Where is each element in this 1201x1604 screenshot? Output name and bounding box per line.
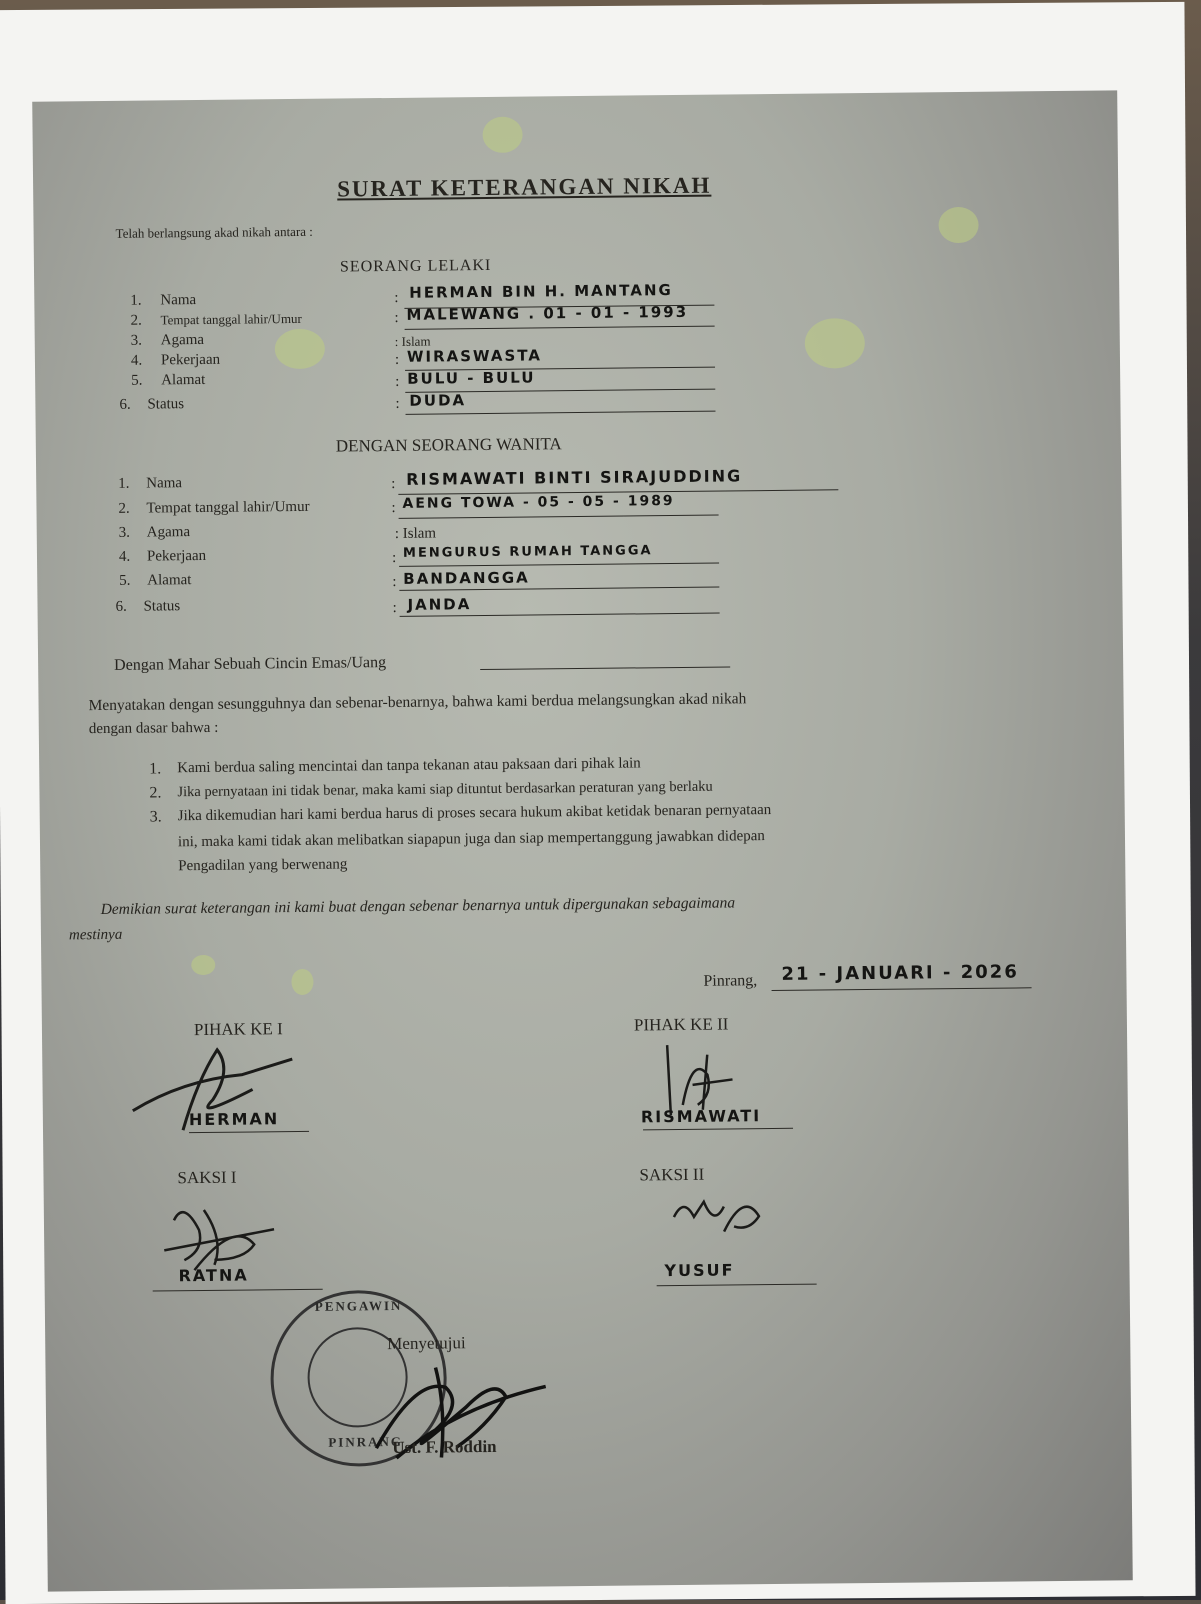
intro-text: Telah berlangsung akad nikah antara : (115, 223, 313, 241)
male-colon: : (395, 395, 400, 412)
female-label-job: Pekerjaan (146, 547, 207, 565)
female-address-value: BANDANGGA (403, 568, 530, 588)
stain-decor (805, 318, 866, 369)
field-line (399, 563, 719, 567)
male-num-3: 3. (130, 332, 143, 349)
female-colon: : (391, 499, 396, 516)
point-text-1: Kami berdua saling mencintai dan tanpa tekanan atau paksaan dari pihak lain (177, 755, 641, 777)
point-num-3: 3. (149, 808, 162, 826)
male-heading: SEORANG LELAKI (339, 256, 492, 276)
saksi-1-line (153, 1289, 323, 1292)
male-label-status: Status (147, 396, 185, 413)
male-label-religion: Agama (160, 331, 205, 349)
female-job-value: MENGURUS RUMAH TANGGA (402, 543, 653, 561)
closing-line-1: Demikian surat keterangan ini kami buat dengan sebenar benarnya untuk dipergunakan sebagaimana (100, 894, 736, 919)
stamp-text-bottom: PINRANG (328, 1433, 404, 1450)
male-num-5: 5. (131, 372, 143, 389)
male-birth-value: MALEWANG . 01 - 01 - 1993 (406, 302, 689, 324)
stain-decor (482, 117, 522, 153)
male-colon: : (395, 373, 400, 390)
male-num-1: 1. (130, 292, 142, 309)
date-value: 21 - JANUARI - 2026 (781, 961, 1019, 985)
female-birth-value: AENG TOWA - 05 - 05 - 1989 (402, 493, 675, 512)
point-num-2: 2. (149, 784, 162, 802)
mahar-text: Dengan Mahar Sebuah Cincin Emas/Uang (114, 654, 387, 674)
male-num-2: 2. (130, 312, 142, 329)
pihak-2-label: PIHAK KE II (633, 1014, 729, 1035)
male-job-value: WIRASWASTA (406, 346, 543, 366)
female-colon: : (392, 573, 397, 590)
male-label-job: Pekerjaan (160, 351, 221, 369)
official-signature (355, 1346, 556, 1478)
female-religion-value: : Islam (394, 525, 437, 542)
female-label-address: Alamat (147, 572, 192, 589)
saksi-1-label: SAKSI I (177, 1167, 237, 1188)
female-num-3: 3. (118, 524, 131, 541)
saksi-1-name: RATNA (178, 1265, 249, 1286)
female-label-religion: Agama (146, 524, 191, 541)
pihak-2-line (643, 1128, 793, 1131)
saksi-2-signature (664, 1186, 775, 1257)
male-address-value: BULU - BULU (407, 368, 536, 388)
female-colon: : (391, 475, 396, 492)
saksi-2-line (657, 1284, 817, 1287)
female-religion-text: Islam (402, 525, 437, 542)
point-3-continuation-2: Pengadilan yang berwenang (178, 856, 348, 875)
field-line (399, 515, 719, 519)
official-name: Ust. F. Roddin (392, 1436, 497, 1458)
male-label-name: Nama (160, 292, 197, 309)
male-label-address: Alamat (161, 371, 206, 389)
male-status-value: DUDA (409, 391, 467, 410)
stain-decor (291, 969, 313, 995)
mahar-line (480, 666, 730, 670)
female-name-value: RISMAWATI BINTI SIRAJUDDING (406, 466, 743, 489)
female-status-value: JANDA (407, 595, 472, 614)
closing-line-2: mestinya (68, 926, 123, 944)
female-colon: : (392, 599, 397, 616)
male-colon: : (394, 351, 400, 368)
pihak-2-name: RISMAWATI (640, 1106, 762, 1127)
stain-decor (275, 329, 325, 370)
field-line (405, 326, 715, 330)
female-num-4: 4. (118, 548, 131, 565)
marriage-certificate-paper (32, 90, 1133, 1591)
pihak-1-label: PIHAK KE I (193, 1019, 283, 1040)
stamp-text-top: PENGAWIN (314, 1297, 403, 1314)
male-religion-value: : Islam (394, 333, 431, 349)
statement-line-1: Menyatakan dengan sesungguhnya dan sebenar-benarnya, bahwa kami berdua melangsungkan akad nikah (88, 690, 747, 715)
male-colon: : (394, 309, 399, 326)
menyetujui-label: Menyetujui (387, 1333, 466, 1354)
pihak-1-name: HERMAN (188, 1109, 280, 1130)
document-title: SURAT KETERANGAN NIKAH (337, 172, 712, 202)
saksi-2-label: SAKSI II (639, 1164, 705, 1185)
female-num-6: 6. (115, 598, 127, 615)
saksi-2-name: YUSUF (664, 1260, 735, 1281)
female-colon: : (391, 549, 397, 566)
date-line (772, 987, 1032, 991)
female-num-1: 1. (118, 475, 130, 492)
male-num-6: 6. (119, 396, 131, 413)
male-colon: : (394, 289, 399, 306)
place-label: Pinrang, (703, 972, 758, 990)
female-num-5: 5. (119, 572, 131, 589)
male-religion-text: Islam (401, 333, 431, 349)
stain-decor (938, 207, 978, 243)
point-text-2: Jika pernyataan ini tidak benar, maka kami siap dituntut berdasarkan peraturan yang berlaku (177, 778, 713, 801)
female-num-2: 2. (118, 500, 130, 517)
female-label-birth: Tempat tanggal lahir/Umur (146, 498, 310, 517)
female-heading: DENGAN SEORANG WANITA (335, 434, 562, 456)
field-line (406, 411, 716, 415)
point-num-1: 1. (149, 760, 162, 778)
female-label-status: Status (143, 598, 181, 615)
stain-decor (191, 955, 215, 975)
point-text-3: Jika dikemudian hari kami berdua harus di proses secara hukum akibat ketidak benaran pernyataan (177, 802, 772, 825)
male-label-birth: Tempat tanggal lahir/Umur (160, 310, 302, 328)
female-label-name: Nama (146, 475, 183, 492)
statement-line-2: dengan dasar bahwa : (88, 719, 219, 738)
male-name-value: HERMAN BIN H. MANTANG (409, 281, 673, 302)
male-num-4: 4. (130, 352, 143, 369)
point-3-continuation-1: ini, maka kami tidak akan melibatkan siapapun juga dan siap mempertanggung jawabkan didepan (177, 828, 765, 851)
